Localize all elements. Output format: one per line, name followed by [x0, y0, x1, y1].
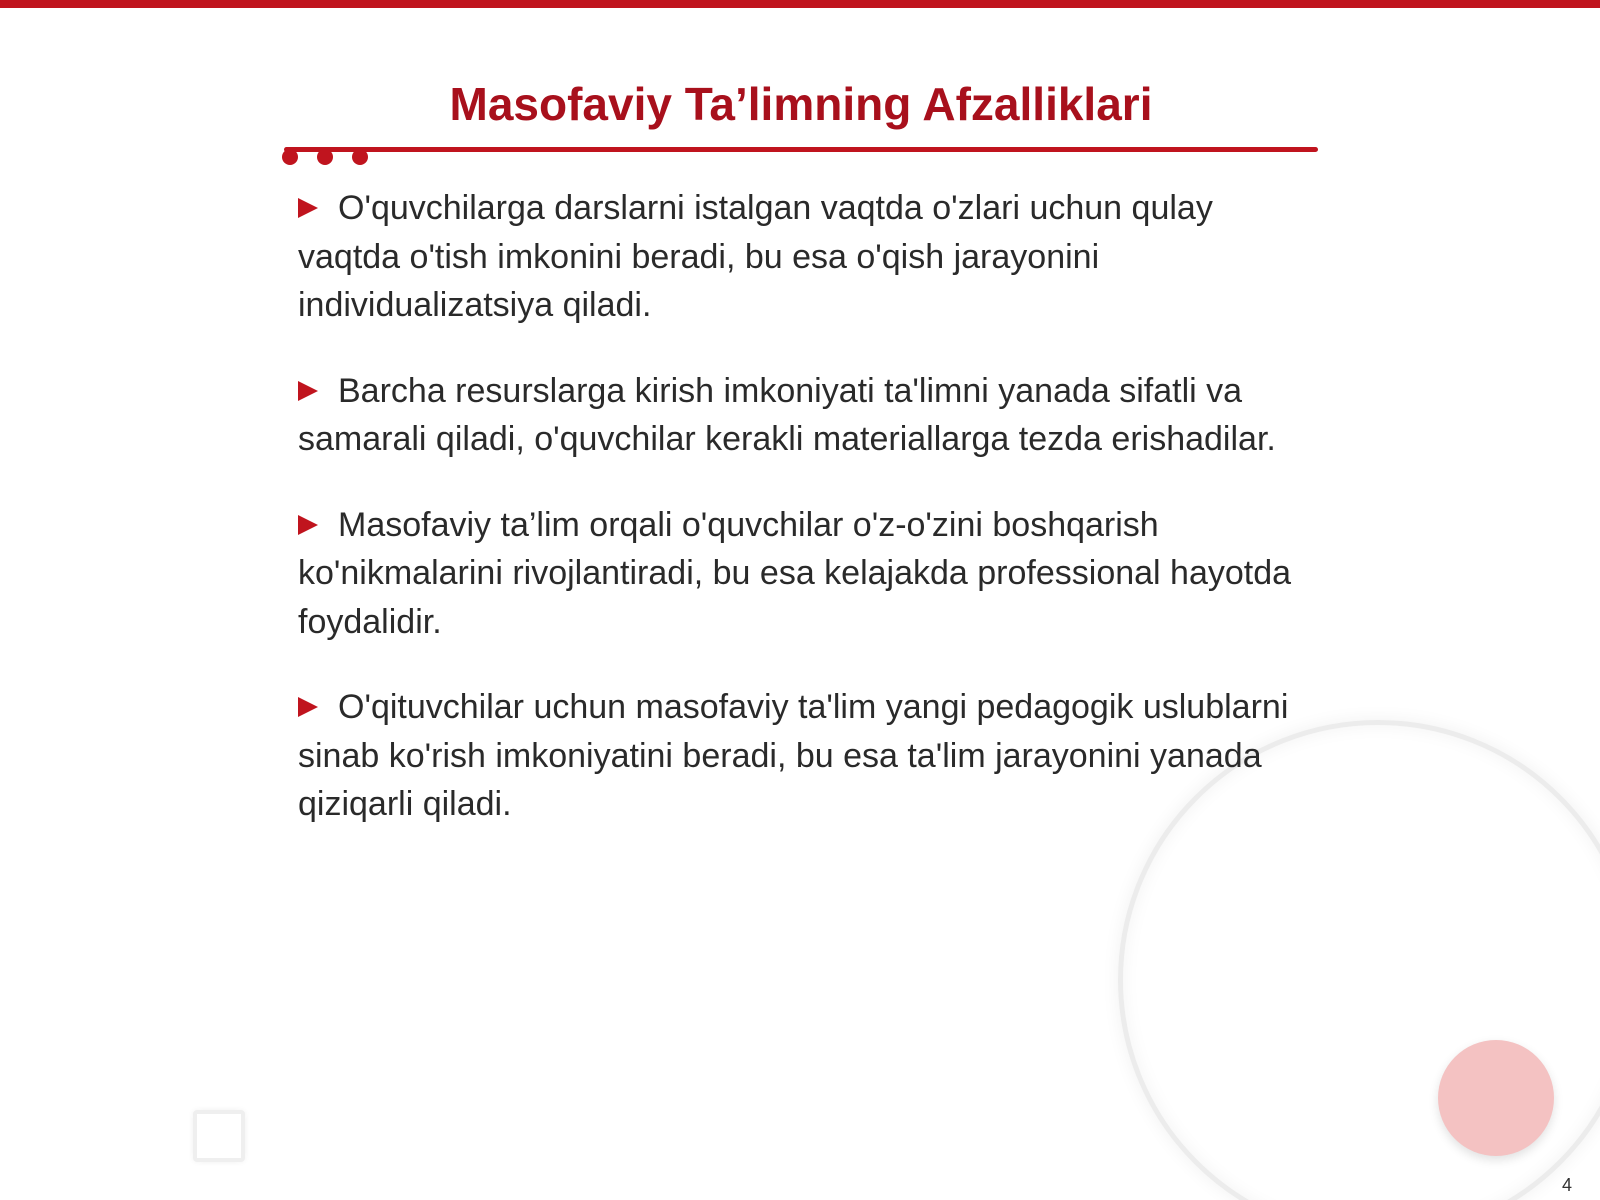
triangle-right-icon — [298, 515, 318, 535]
bullet-item — [298, 184, 1303, 330]
underline-dot — [317, 149, 333, 165]
triangle-right-icon — [298, 697, 318, 717]
underline-dot — [352, 149, 368, 165]
decorative-square-outline — [193, 1110, 245, 1162]
triangle-right-icon — [298, 381, 318, 401]
bullet-item — [298, 683, 1303, 829]
decorative-pink-circle — [1438, 1040, 1554, 1156]
underline-dots — [282, 149, 368, 167]
bullet-text: Barcha resurslarga kirish imkoniyati ta'limni yanada sifatli va samarali qiladi, o'quvchilar kerakli materiallarga tezda erishadilar. — [298, 371, 1276, 458]
triangle-right-icon — [298, 198, 318, 218]
underline-dot — [282, 149, 298, 165]
top-accent-bar — [0, 0, 1600, 8]
title-underline — [284, 147, 1318, 152]
bullet-item — [298, 367, 1303, 464]
page-number: 4 — [1561, 1175, 1572, 1195]
bullet-text: O'qituvchilar uchun masofaviy ta'lim yangi pedagogik uslublarni sinab ko'rish imkoniyatini beradi, bu esa ta'lim jarayonini yanada qiziqarli qiladi. — [298, 688, 1289, 823]
bullet-item — [298, 501, 1303, 647]
bullet-text: O'quvchilarga darslarni istalgan vaqtda o'zlari uchun qulay vaqtda o'tish imkonini beradi, bu esa o'qish jarayonini individualizatsiya qiladi. — [298, 189, 1213, 324]
slide-title: Masofaviy Ta’limning Afzalliklari — [449, 78, 1153, 130]
bullet-list — [298, 184, 1303, 866]
bullet-text: Masofaviy ta’lim orqali o'quvchilar o'z-o'zini boshqarish ko'nikmalarini rivojlantiradi, bu esa kelajakda professional hayotda foydalidir. — [298, 505, 1292, 641]
